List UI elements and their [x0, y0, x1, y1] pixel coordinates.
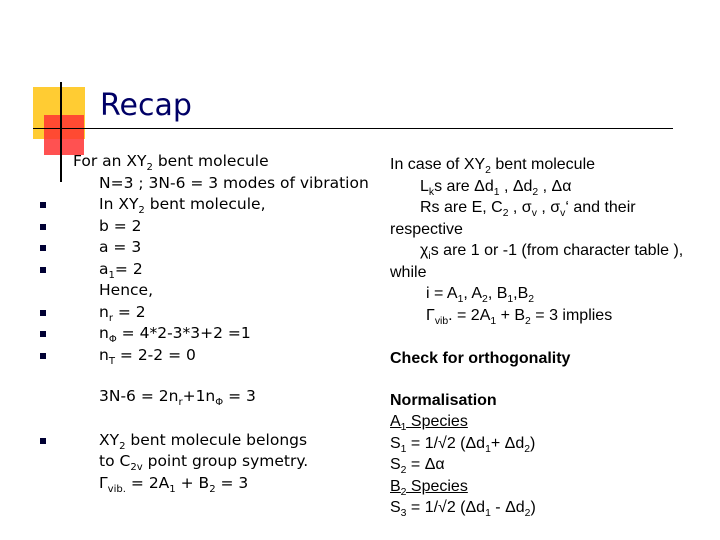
right-line-respective: respective	[390, 220, 463, 238]
left-line-modes: N=3 ; 3N-6 = 3 modes of vibration	[99, 173, 369, 192]
right-line-intro: In case of $XY_2$ bent molecule	[390, 156, 596, 177]
right-line-s3: $S_3 = 1/√2$ $(\Delta d_1 - \Delta d_2)$	[390, 499, 536, 520]
left-bullet-xy2: In $XY_2$ bent molecule,	[73, 194, 373, 216]
right-heading-normalisation: Normalisation	[390, 391, 497, 409]
slide-title: Recap	[100, 88, 192, 123]
right-line-s1: $S_1 = 1/√2$ $(\Delta d_1+ \Delta d_2)$	[390, 434, 536, 455]
left-bullet-nt: $n_T = 2-2 = 0$	[73, 345, 373, 367]
right-line-i: $i = A_1$, $A_2$, $B_1,B_2$	[426, 285, 535, 306]
left-line-gamma-vib: $\Gamma_{vib.} = 2A_1 + B_2 = 3$	[99, 473, 249, 495]
left-line-hence: Hence,	[99, 281, 154, 299]
right-line-s2: $S_2 = \Delta\alpha$	[390, 456, 445, 477]
right-column	[390, 154, 720, 519]
left-bullet-nphi: $n_\Phi = 4*2-3*3+2 =1$	[73, 323, 373, 345]
left-bullet-point-group: $XY_2$ bent molecule belongs to $C_{2v}$ point group symetry.	[73, 430, 319, 473]
right-line-lk: $L_ks$ are $\Delta d_1$ , $\Delta d_2$ , Δα	[420, 177, 572, 198]
right-line-chi: $\chi_is$ are 1 or -1 (from character table ),	[420, 242, 684, 263]
right-line-a1-species: $A_1$ Species	[390, 413, 468, 434]
left-column	[73, 151, 373, 494]
left-line-intro: For an $XY_2$ bent molecule	[73, 152, 269, 174]
right-line-gamma-vib: $\Gamma_{vib}$. = $2A_1 + B_2 = 3$ implies	[426, 306, 613, 327]
decor-square-red	[44, 115, 84, 155]
decor-horizontal-line	[33, 128, 673, 129]
left-bullet-b: b = 2	[73, 216, 373, 238]
decor-vertical-line	[60, 82, 62, 182]
right-line-b2-species: $B_2$ Species	[390, 477, 468, 498]
right-line-while: while	[390, 263, 427, 281]
right-heading-orthogonality: Check for orthogonality	[390, 350, 571, 367]
right-line-rs: Rs are E, $C_2$ , $\sigma_v$ , $\sigma_v‘$ and their	[420, 199, 636, 220]
left-bullet-nr: $n_r = 2$	[73, 302, 373, 324]
left-bullet-a1: $a_1= 2$	[73, 259, 373, 281]
left-bullet-a: a = 3	[73, 237, 373, 259]
left-line-sum: $3N-6 = 2n_r+1n_\Phi = 3$	[99, 387, 256, 409]
